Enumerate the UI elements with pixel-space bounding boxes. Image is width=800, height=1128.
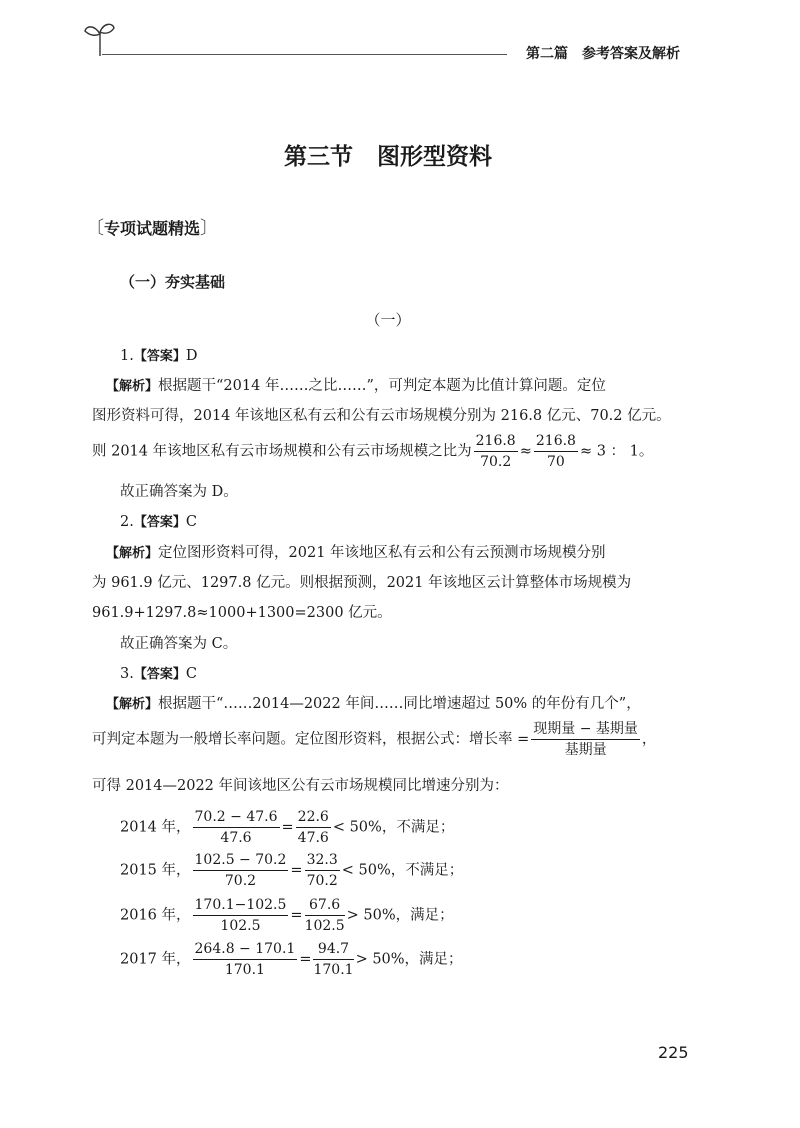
section-title [0, 138, 776, 171]
section-name: 图形型资料 [377, 144, 492, 170]
header-title: 参考答案及解析 [582, 46, 680, 62]
q3-analysis-text-1: 根据题干“……2014—2022 年间……同比增速超过 50% 的年份有几个”， [158, 696, 641, 712]
calc-result-numerator: 22.6 [296, 808, 331, 828]
calc-fraction-diff [193, 940, 298, 979]
q1-fraction-1-numerator: 216.8 [474, 432, 518, 452]
part-title: （一）夯实基础 [120, 273, 226, 291]
bracket-open: 〔 [86, 218, 104, 239]
q3-analysis-line-2 [92, 720, 656, 759]
q1-analysis-text-3: 则 2014 年该地区私有云市场规模和公有云市场规模之比为 [92, 443, 472, 460]
calc-equals: = [290, 862, 303, 879]
q1-fraction-2-numerator: 216.8 [534, 432, 578, 452]
calc-fraction-diff [193, 896, 289, 935]
calc-year: 2015 年， [120, 862, 191, 879]
q3-formula-numerator: 现期量 − 基期量 [531, 720, 640, 740]
calc-fraction-diff [193, 808, 280, 847]
q1-fraction-2 [534, 432, 578, 471]
calc-fraction-result [313, 940, 353, 979]
calc-comparison: > 50%，满足； [346, 907, 454, 924]
q2-number: 2. [120, 514, 134, 530]
calc-year: 2014 年， [120, 819, 191, 836]
q3-answer-tag: 【答案】 [133, 667, 186, 682]
calc-row [120, 808, 454, 847]
bracket-close: 〕 [200, 218, 219, 239]
subsection-label: 专项试题精选 [104, 219, 201, 238]
calc-result-denominator: 47.6 [297, 830, 329, 846]
calc-equals: = [299, 951, 312, 968]
q3-analysis-line-1 [106, 694, 641, 715]
q1-fraction-1 [474, 432, 518, 471]
q2-answer: C [185, 514, 197, 530]
calc-result-numerator: 32.3 [305, 851, 340, 871]
calc-result-denominator: 70.2 [306, 873, 338, 889]
calc-result-numerator: 94.7 [313, 940, 353, 960]
q1-analysis-line-1 [106, 376, 606, 397]
q2-analysis-tag: 【解析】 [106, 546, 159, 561]
q1-fraction-1-denominator: 70.2 [480, 454, 512, 470]
calc-comparison: < 50%，不满足； [341, 862, 464, 879]
header-rule [102, 54, 507, 55]
q2-analysis-text-1: 定位图形资料可得，2021 年该地区私有云和公有云预测市场规模分别 [158, 545, 606, 561]
q3-formula-denominator: 基期量 [564, 742, 607, 758]
calc-result-denominator: 102.5 [304, 918, 345, 934]
calc-result-denominator: 170.1 [313, 962, 354, 978]
q1-result: ≈ 3 ： 1。 [579, 443, 654, 460]
q3-analysis-line-3: 可得 2014—2022 年间该地区公有云市场规模同比增速分别为： [92, 778, 509, 794]
calc-equals: = [290, 907, 303, 924]
calc-row [120, 940, 463, 979]
q1-analysis-line-3 [92, 432, 653, 471]
q1-conclusion: 故正确答案为 D。 [120, 484, 238, 500]
q3-analysis-tag: 【解析】 [106, 697, 159, 712]
calc-diff-denominator: 47.6 [220, 830, 252, 846]
q1-answer-tag: 【答案】 [133, 349, 186, 364]
calc-result-numerator: 67.6 [305, 896, 345, 916]
calc-fraction-result [305, 851, 340, 890]
calc-diff-numerator: 170.1−102.5 [193, 896, 289, 916]
q1-fraction-2-denominator: 70 [547, 454, 565, 470]
sprout-logo-icon [82, 18, 116, 58]
section-number: 第三节 [284, 144, 353, 170]
header-part: 第二篇 [526, 46, 568, 62]
calc-fraction-result [305, 896, 345, 935]
calc-diff-numerator: 70.2 − 47.6 [193, 808, 280, 828]
calc-diff-numerator: 264.8 − 170.1 [193, 940, 298, 960]
q2-analysis-line-1 [106, 543, 606, 564]
q2-analysis-line-3: 961.9+1297.8≈1000+1300=2300 亿元。 [92, 605, 392, 621]
q2-answer-line [120, 512, 197, 533]
q1-answer: D [185, 348, 198, 364]
calc-comparison: < 50%，不满足； [332, 819, 455, 836]
calc-year: 2017 年， [120, 951, 191, 968]
running-header [526, 43, 680, 63]
q2-answer-tag: 【答案】 [133, 515, 186, 530]
calc-comparison: > 50%，满足； [355, 951, 463, 968]
calc-year: 2016 年， [120, 907, 191, 924]
q1-analysis-line-2: 图形资料可得，2014 年该地区私有云和公有云市场规模分别为 216.8 亿元、70.2 亿元。 [92, 408, 671, 424]
calc-equals: = [281, 819, 294, 836]
q3-number: 3. [120, 666, 134, 682]
group-title: （一） [365, 311, 411, 329]
calc-diff-numerator: 102.5 − 70.2 [193, 851, 289, 871]
q1-answer-line [120, 346, 198, 367]
q3-formula-fraction [531, 720, 640, 759]
page-number: 225 [658, 1043, 689, 1062]
q3-answer: C [185, 666, 197, 682]
q2-conclusion: 故正确答案为 C。 [120, 636, 238, 652]
calc-fraction-result [296, 808, 331, 847]
q2-analysis-line-2: 为 961.9 亿元、1297.8 亿元。则根据预测，2021 年该地区云计算整体市场规模为 [92, 575, 632, 591]
q1-analysis-tag: 【解析】 [106, 379, 159, 394]
q1-approx: ≈ [519, 443, 532, 460]
calc-row [120, 851, 463, 890]
calc-diff-denominator: 170.1 [224, 962, 265, 978]
calc-diff-denominator: 70.2 [224, 873, 257, 889]
q1-analysis-text-1: 根据题干“2014 年……之比……”，可判定本题为比值计算问题。定位 [158, 378, 606, 394]
calc-diff-denominator: 102.5 [220, 918, 261, 934]
q3-formula-comma: ， [641, 731, 657, 748]
q1-number: 1. [120, 348, 134, 364]
q3-answer-line [120, 664, 197, 685]
q3-analysis-text-2: 可判定本题为一般增长率问题。定位图形资料，根据公式：增长率 = [92, 731, 530, 748]
calc-fraction-diff [193, 851, 289, 890]
subsection-heading [86, 214, 218, 240]
calc-row [120, 896, 454, 935]
